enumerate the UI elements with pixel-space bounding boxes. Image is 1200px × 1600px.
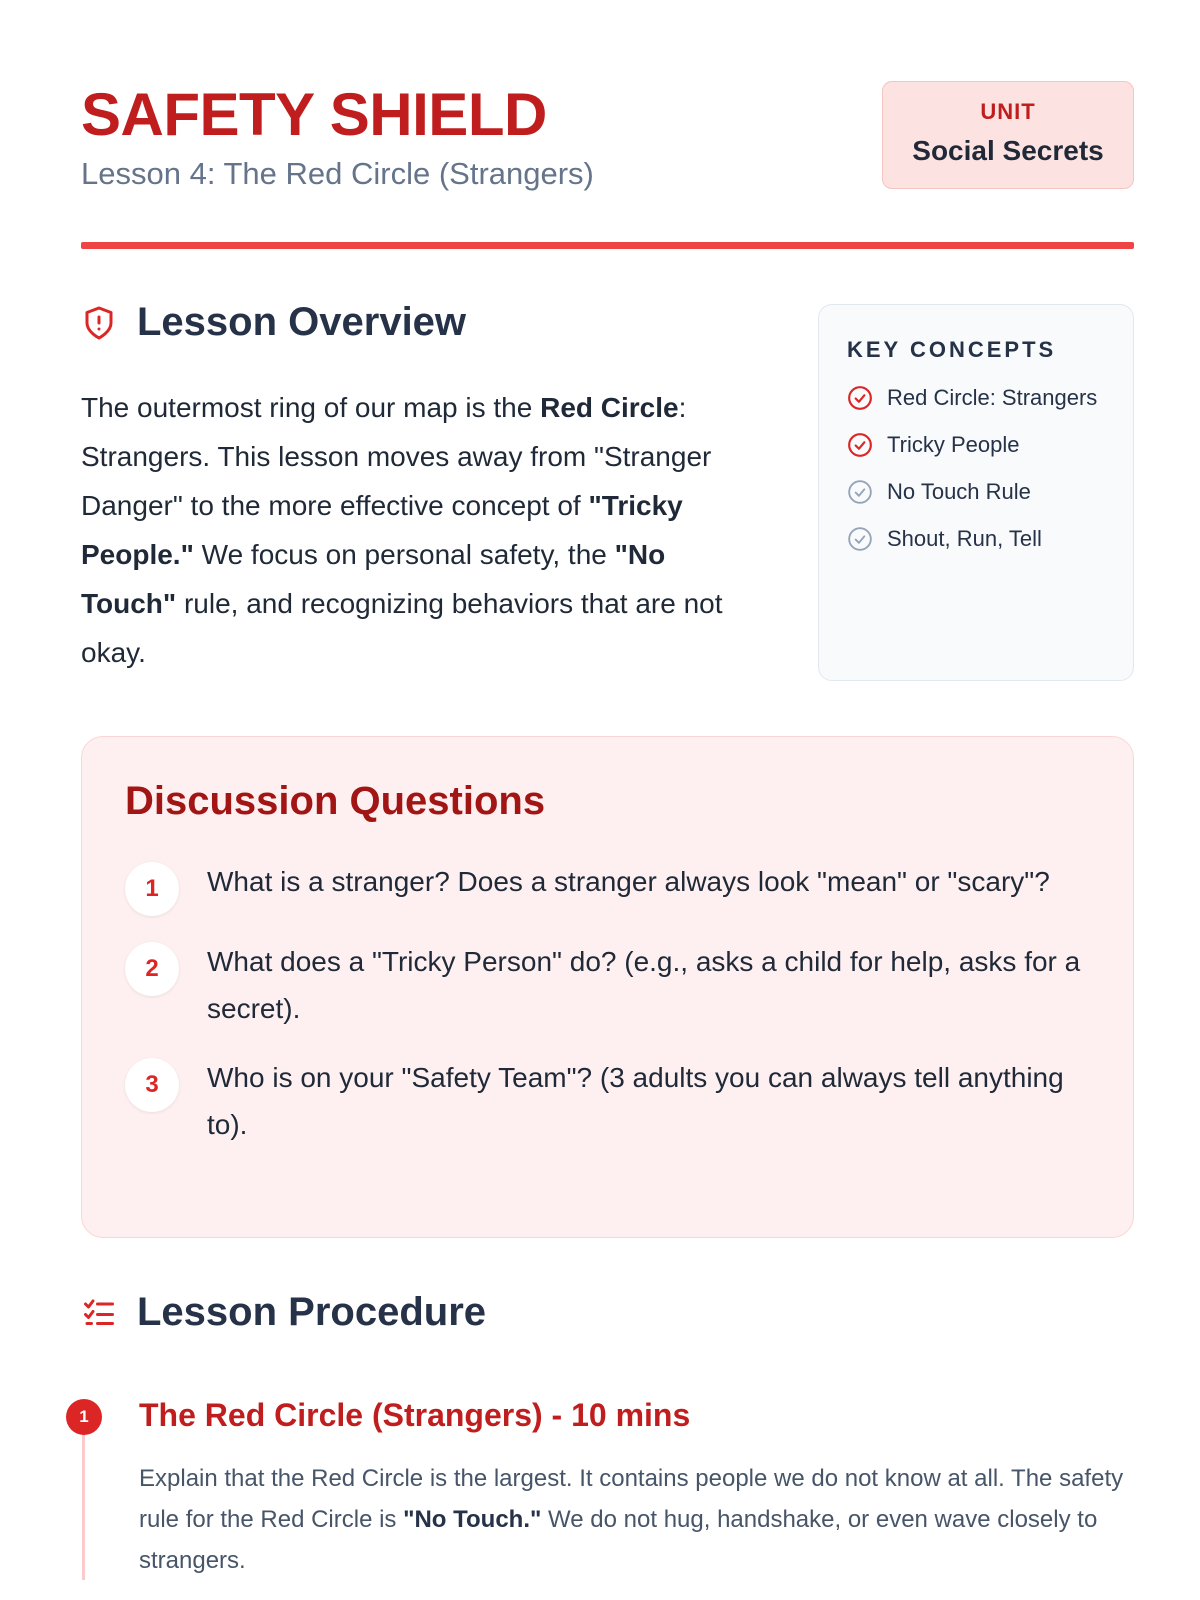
question-list [125, 862, 1085, 1174]
question-number-badge: 1 [125, 862, 179, 916]
discussion-heading: Discussion Questions [125, 779, 546, 823]
procedure-heading-text: Lesson Procedure [137, 1290, 487, 1334]
question-text: What does a "Tricky Person" do? (e.g., asks a child for help, asks for a secret). [207, 946, 1081, 1024]
key-concepts-panel [818, 304, 1134, 681]
concept-item [847, 475, 1117, 509]
step-title: The Red Circle (Strangers) - 10 mins [139, 1397, 691, 1433]
checklist-icon [81, 1295, 117, 1331]
unit-badge [882, 81, 1134, 189]
overview-text-1: The outermost ring of our map is the [81, 392, 541, 423]
overview-emphasis-2: "Tricky People." [81, 490, 683, 570]
procedure-heading [81, 1290, 486, 1335]
header-divider [81, 242, 1134, 249]
step-number-badge: 1 [66, 1399, 102, 1435]
key-concepts-title: KEY CONCEPTS [847, 337, 1057, 362]
concept-item [847, 522, 1117, 556]
timeline-line [82, 1430, 85, 1580]
concept-label: Shout, Run, Tell [887, 526, 1042, 551]
overview-paragraph [81, 383, 741, 677]
step-text-2: We do not hug, handshake, or even wave closely to strangers. [139, 1506, 1098, 1574]
lesson-subtitle: Lesson 4: The Red Circle (Strangers) [81, 156, 594, 191]
check-circle-icon [847, 479, 873, 505]
discussion-questions-panel [81, 736, 1134, 1238]
concept-item [847, 428, 1117, 462]
overview-heading [81, 300, 466, 345]
question-item [125, 1058, 1085, 1148]
question-text: Who is on your "Safety Team"? (3 adults you can always tell anything to). [207, 1062, 1064, 1140]
unit-label: UNIT [980, 99, 1036, 124]
question-item [125, 942, 1085, 1032]
check-circle-icon [847, 432, 873, 458]
overview-heading-text: Lesson Overview [137, 300, 467, 344]
question-text: What is a stranger? Does a stranger always look "mean" or "scary"? [207, 866, 1050, 897]
lesson-header [81, 80, 1134, 250]
shield-alert-icon [81, 305, 117, 341]
step-text-1: Explain that the Red Circle is the largest. It contains people we do not know at all. The safety rule for the Red Circle is [139, 1465, 1124, 1533]
overview-emphasis-1: Red Circle [540, 392, 679, 423]
key-concepts-list [847, 381, 1117, 569]
unit-value: Social Secrets [912, 135, 1104, 166]
question-number-badge: 2 [125, 942, 179, 996]
overview-text-3: We focus on personal safety, the [193, 539, 615, 570]
overview-emphasis-3: "No Touch" [81, 539, 666, 619]
step-emphasis: "No Touch." [403, 1506, 542, 1533]
overview-text-2: : Strangers. This lesson moves away from "Stranger Danger" to the more effective concept of [81, 392, 712, 521]
concept-label: Red Circle: Strangers [887, 385, 1098, 410]
question-item [125, 862, 1085, 916]
concept-item [847, 381, 1117, 415]
step-description [139, 1458, 1134, 1581]
concept-label: Tricky People [887, 432, 1020, 457]
page-title: SAFETY SHIELD [81, 81, 547, 148]
check-circle-icon [847, 526, 873, 552]
overview-text-4: rule, and recognizing behaviors that are not okay. [81, 588, 723, 668]
question-number-badge: 3 [125, 1058, 179, 1112]
check-circle-icon [847, 385, 873, 411]
concept-label: No Touch Rule [887, 479, 1031, 504]
